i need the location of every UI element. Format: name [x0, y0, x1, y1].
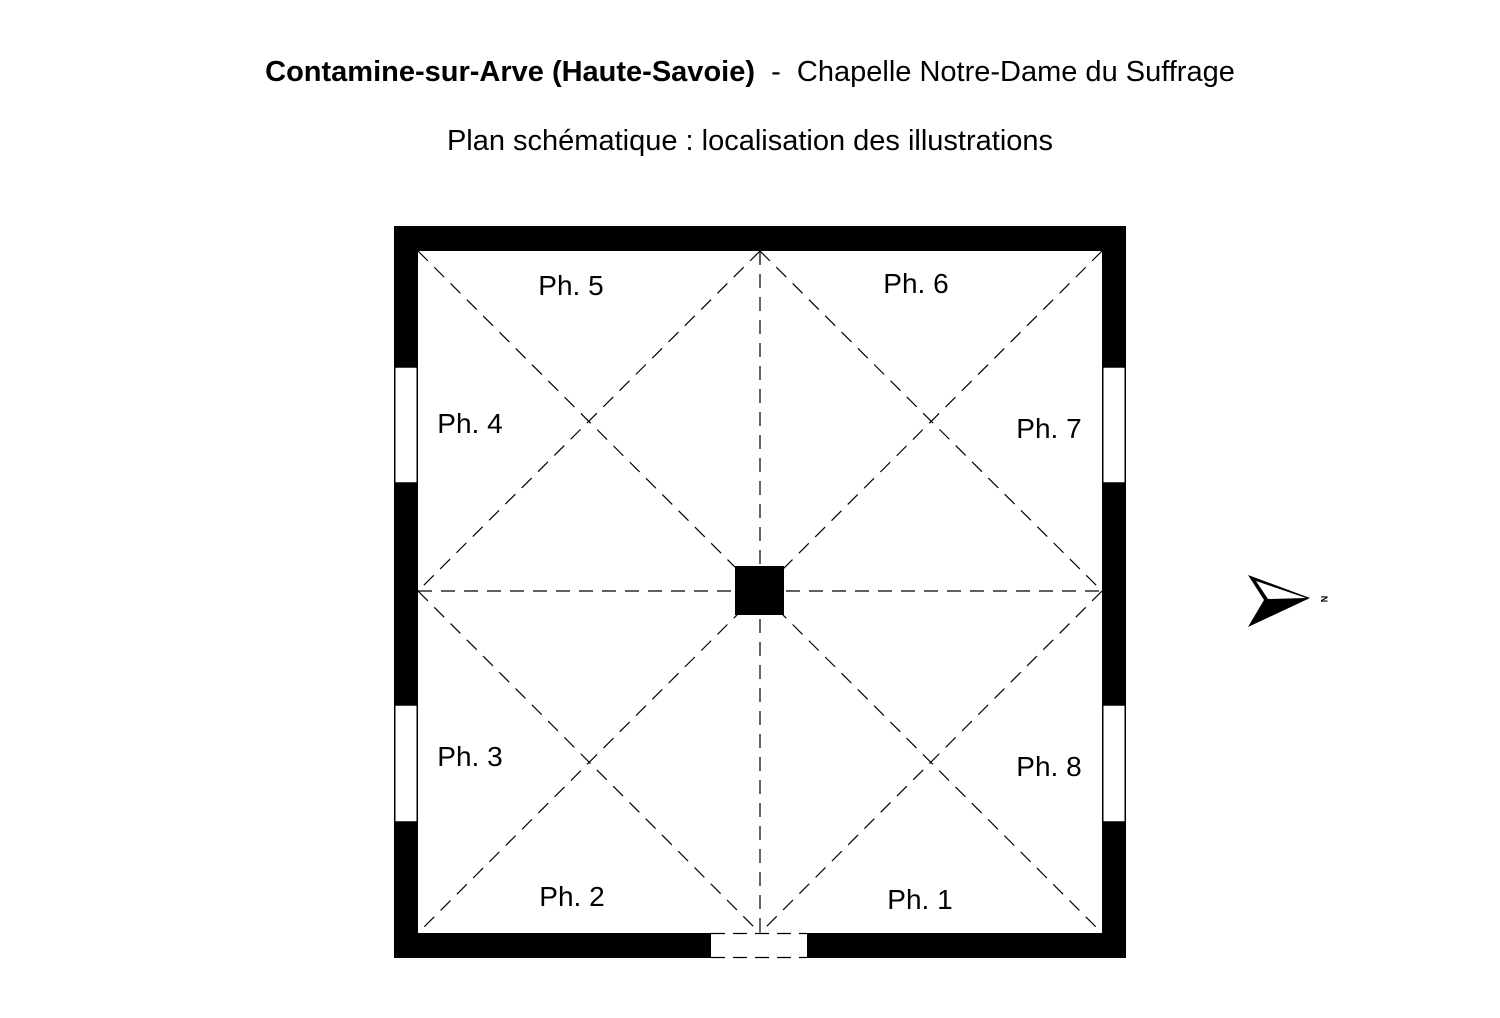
central-pillar: [735, 566, 784, 615]
window-right-upper: [1103, 367, 1126, 483]
door: [711, 934, 807, 958]
title-separator: -: [771, 56, 781, 88]
photo-label-8: Ph. 8: [1016, 751, 1082, 782]
wall-right-1: [1102, 226, 1126, 367]
window-right-lower: [1103, 705, 1126, 822]
photo-label-2: Ph. 2: [539, 881, 605, 912]
photo-label-7: Ph. 7: [1016, 413, 1082, 444]
wall-bottom-left: [394, 933, 711, 958]
photo-label-4: Ph. 4: [437, 408, 503, 439]
north-letter: N: [1319, 595, 1329, 603]
wall-left-3: [394, 822, 418, 958]
wall-left-2: [394, 483, 418, 705]
wall-right-3: [1102, 822, 1126, 958]
photo-label-3: Ph. 3: [437, 741, 503, 772]
photo-label-5: Ph. 5: [538, 270, 604, 301]
wall-bottom-right: [807, 933, 1126, 958]
title-location: Contamine-sur-Arve (Haute-Savoie): [265, 56, 755, 88]
photo-label-6: Ph. 6: [883, 268, 949, 299]
wall-left-1: [394, 226, 418, 367]
north-arrow-icon: [1248, 575, 1329, 627]
wall-top: [394, 226, 1126, 251]
wall-right-2: [1102, 483, 1126, 705]
page-subtitle: Plan schématique : localisation des illustrations: [446, 125, 1054, 157]
window-left-lower: [395, 705, 418, 822]
window-left-upper: [395, 367, 418, 483]
title-building: Chapelle Notre-Dame du Suffrage: [796, 56, 1235, 88]
photo-label-1: Ph. 1: [887, 884, 953, 915]
